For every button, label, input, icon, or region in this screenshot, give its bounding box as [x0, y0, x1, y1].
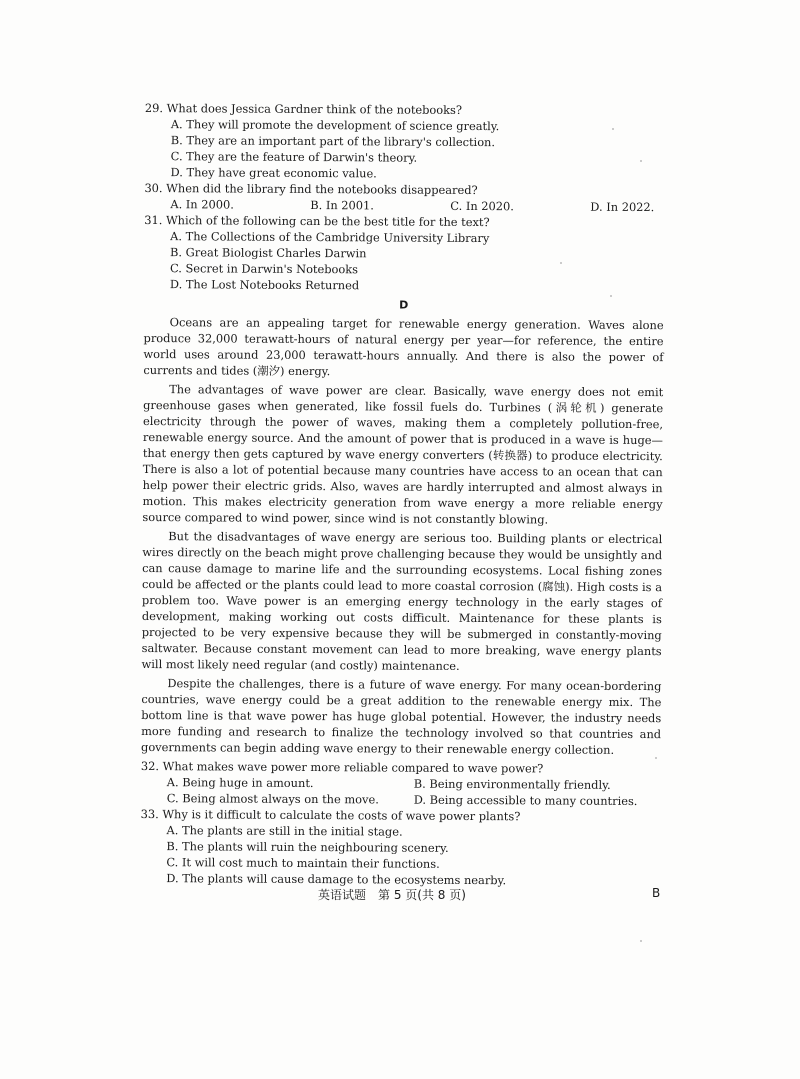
option-d: D. The plants will cause damage to the ecosystems nearby. [166, 871, 507, 888]
option-b: B. The plants will ruin the neighbouring scenery. [166, 839, 449, 855]
option-a: A. The plants are still in the initial stage. [166, 823, 403, 839]
page-number-label: 英语试题 第 5 页(共 8 页) [318, 888, 466, 902]
section-title: D [399, 298, 409, 312]
options-list [145, 116, 665, 183]
option-b: B. Being environmentally friendly. [413, 776, 611, 792]
option-d: D. Being accessible to many countries. [413, 792, 638, 809]
option-c: C. Secret in Darwin's Notebooks [169, 261, 359, 277]
option-d: D. In 2022. [590, 199, 655, 215]
question-stem: 30. When did the library find the notebooks disappeared? [144, 180, 478, 198]
option-c: C. Being almost always on the move. [166, 791, 379, 807]
option-a: A. They will promote the development of science greatly. [170, 117, 500, 134]
option-c: C. It will cost much to maintain their functions. [166, 855, 440, 871]
question-29 [145, 100, 665, 183]
question-stem: 29. What does Jessica Gardner think of the notebooks? [144, 100, 463, 117]
options-list [144, 228, 664, 295]
option-b: B. They are an important part of the library's collection. [170, 133, 496, 150]
options-list [140, 822, 660, 889]
paper-version-code: B [652, 886, 661, 900]
question-30 [144, 180, 664, 215]
option-c: C. In 2020. [450, 198, 514, 214]
scan-speck [640, 940, 642, 942]
question-stem: 31. Which of the following can be the best title for the text? [144, 212, 490, 230]
passage-paragraph: The advantages of wave power are clear. Basically, wave energy does not emit greenhouse gases when generated, like fossil fuels do. Turbines (涡轮机) generate electricity through the power of waves, making them a completely pollution-free, renewable energy source. And the amount of power that is produced in a wave is huge—that energy then gets captured by wave energy converters (转换器) to produce electricity. There is also a lot of potential because many countries have access to an ocean that can help power their electric grids. Also, waves are hardly interrupted and almost always in motion. This makes electricity generation from wave energy a more reliable energy source compared to wind power, since wind is not constantly blowing. [142, 382, 664, 527]
option-b: B. Great Biologist Charles Darwin [170, 245, 367, 261]
exam-content [140, 100, 665, 889]
passage-paragraph: Despite the challenges, there is a future of wave energy. For many ocean-bordering countries, wave energy could be a great addition to the renewable energy mix. The bottom line is that wave power has huge global potential. However, the industry needs more funding and research to finalize the technology involved so that countries and governments can begin adding wave energy to their renewable energy collection. [141, 676, 662, 757]
passage-paragraph: But the disadvantages of wave energy are serious too. Building plants or electrical wires directly on the beach might prove challenging because they would be unsightly and can cause damage to marine life and the surrounding ecosystems. Local fishing zones could be affected or the plants could lead to more coastal corrosion (腐蚀). High costs is a problem too. Wave power is an emerging energy technology in the early stages of development, making working out costs difficult. Maintenance for these plants is projected to be very expensive because they will be submerged in constantly-moving saltwater. Because constant movement can lead to more breaking, wave energy plants will most likely need regular (and costly) maintenance. [141, 529, 663, 673]
option-d: D. The Lost Notebooks Returned [169, 277, 360, 293]
question-33 [140, 806, 660, 889]
passage-paragraph: Oceans are an appealing target for renewable energy generation. Waves alone produce 32,000 terawatt-hours of natural energy per year—for reference, the entire world uses around 23,000 terawatt-hours annually. And there is also the power of currents and tides (潮汐) energy. [143, 315, 664, 379]
question-31 [144, 212, 664, 295]
option-c: C. They are the feature of Darwin's theory. [170, 149, 418, 165]
options-list [141, 774, 661, 809]
option-a: A. The Collections of the Cambridge University Library [170, 229, 490, 246]
question-stem: 32. What makes wave power more reliable compared to wave power? [140, 758, 544, 776]
option-d: D. They have great economic value. [170, 165, 377, 181]
option-a: A. In 2000. [170, 197, 234, 212]
question-32 [141, 758, 661, 809]
option-b: B. In 2001. [310, 198, 374, 213]
option-a: A. Being huge in amount. [166, 775, 314, 791]
question-stem: 33. Why is it difficult to calculate the costs of wave power plants? [140, 806, 521, 824]
